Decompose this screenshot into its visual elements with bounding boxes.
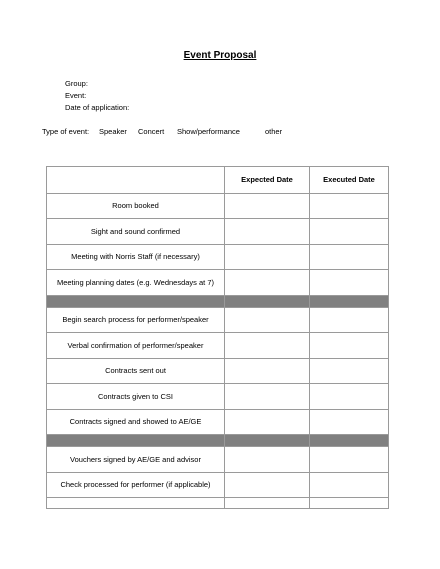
table-row (47, 472, 389, 498)
task-label: Check processed for performer (if applicable) (47, 472, 225, 498)
table-row-empty (47, 498, 389, 509)
expected-date-cell (225, 244, 310, 270)
task-label: Contracts given to CSI (47, 384, 225, 410)
executed-date-cell (310, 307, 389, 333)
expected-date-cell (225, 358, 310, 384)
table-row (47, 409, 389, 435)
table-row (47, 193, 389, 219)
expected-date-cell (225, 447, 310, 473)
group-field-label: Group: (65, 79, 88, 88)
event-checklist-table (46, 166, 389, 509)
expected-date-cell (225, 219, 310, 245)
task-label: Room booked (47, 193, 225, 219)
task-label: Contracts sent out (47, 358, 225, 384)
expected-date-cell (225, 193, 310, 219)
executed-date-cell (310, 384, 389, 410)
executed-date-cell (310, 472, 389, 498)
header-executed-date: Executed Date (310, 167, 389, 194)
task-label: Begin search process for performer/speaker (47, 307, 225, 333)
task-label: Meeting planning dates (e.g. Wednesdays at 7) (47, 270, 225, 296)
executed-date-cell (310, 409, 389, 435)
expected-date-cell (225, 472, 310, 498)
table-row (47, 219, 389, 245)
task-label: Vouchers signed by AE/GE and advisor (47, 447, 225, 473)
task-label: Verbal confirmation of performer/speaker (47, 333, 225, 359)
expected-date-cell (225, 409, 310, 435)
event-type-other: other (265, 127, 283, 136)
executed-date-cell (310, 358, 389, 384)
event-field-label: Event: (65, 91, 87, 100)
event-type-speaker: Speaker (99, 127, 127, 136)
expected-date-cell (225, 333, 310, 359)
table-row (47, 384, 389, 410)
executed-date-cell (310, 270, 389, 296)
executed-date-cell (310, 244, 389, 270)
document-title: Event Proposal (183, 50, 257, 61)
type-of-event-label: Type of event: (42, 127, 90, 136)
header-expected-date: Expected Date (225, 167, 310, 194)
expected-date-cell (225, 307, 310, 333)
section-separator-row (47, 295, 389, 307)
section-separator-row (47, 435, 389, 447)
table-row (47, 270, 389, 296)
task-label: Contracts signed and showed to AE/GE (47, 409, 225, 435)
executed-date-cell (310, 219, 389, 245)
task-label: Sight and sound confirmed (47, 219, 225, 245)
date-of-application-label: Date of application: (65, 103, 130, 112)
expected-date-cell (225, 270, 310, 296)
executed-date-cell (310, 333, 389, 359)
event-type-concert: Concert (138, 127, 165, 136)
table-row (47, 333, 389, 359)
executed-date-cell (310, 193, 389, 219)
executed-date-cell (310, 447, 389, 473)
table-header-row (47, 167, 389, 194)
table-row (47, 307, 389, 333)
table-row (47, 358, 389, 384)
table-row (47, 244, 389, 270)
table-row (47, 447, 389, 473)
event-type-show-performance: Show/performance (177, 127, 240, 136)
header-task (47, 167, 225, 194)
task-label: Meeting with Norris Staff (if necessary) (47, 244, 225, 270)
expected-date-cell (225, 384, 310, 410)
